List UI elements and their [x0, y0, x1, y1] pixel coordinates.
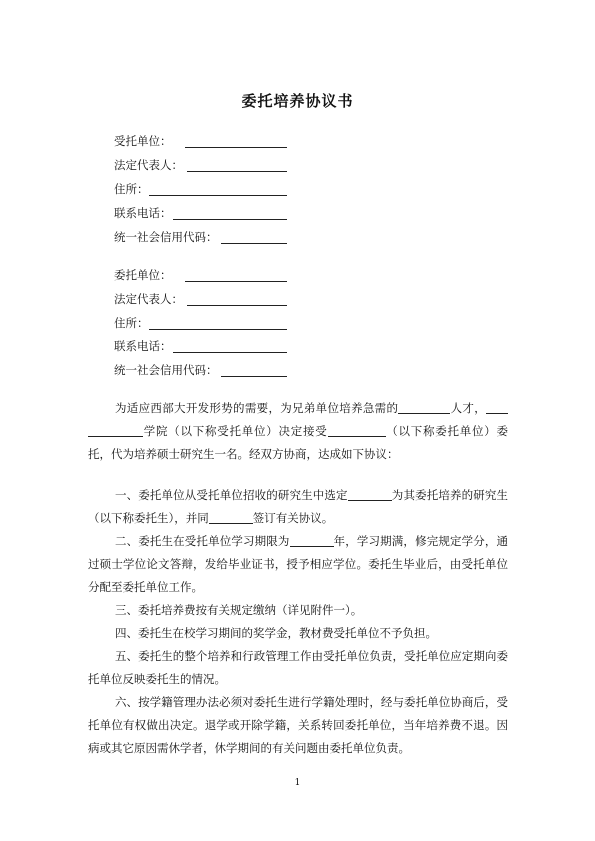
party-a-phone-blank[interactable] [173, 219, 287, 220]
agreement-party-blank[interactable] [209, 509, 253, 524]
clause-5: 五、委托生的整个培养和行政管理工作由受托单位负责，受托单位应定期向委托单位反映委托生的情况。 [88, 649, 508, 686]
clause-1-text-1: 一、委托单位从受托单位招收的研究生中选定 [115, 488, 348, 502]
party-a-address-blank[interactable] [149, 195, 287, 196]
party-b-credit-label: 统一社会信用代码： [114, 363, 218, 377]
selected-student-blank[interactable] [348, 486, 392, 501]
clause-6: 六、按学籍管理办法必须对委托生进行学籍处理时，经与委托单位协商后，受托单位有权做出决定。退学或开除学籍，关系转回委托单位，当年培养费不退。因病或其它原因需休学者，休学期间的有关问题由委托单位负责。 [88, 695, 508, 755]
party-a-unit-blank[interactable] [185, 147, 287, 148]
clause-4: 四、委托生在校学习期间的奖学金，教材费受托单位不予负担。 [115, 626, 437, 640]
clause-3: 三、委托培养费按有关规定缴纳（详见附件一）。 [115, 603, 363, 617]
study-years-blank[interactable] [290, 532, 334, 547]
clause-1-text-2: 为其委托培养的研究生（以下称委托生），并同 [88, 488, 509, 525]
intro-text-1: 为适应西部大开发形势的需要，为兄弟单位培养急需的 [115, 401, 399, 415]
party-a-credit-label: 统一社会信用代码： [114, 230, 218, 244]
party-a-rep-label: 法定代表人： [114, 158, 183, 172]
document-title: 委托培养协议书 [241, 92, 354, 110]
party-b-rep-label: 法定代表人： [114, 292, 183, 306]
party-b-rep-blank[interactable] [187, 305, 287, 306]
party-a-unit-label: 受托单位： [114, 134, 172, 148]
intro-paragraph [88, 397, 508, 466]
party-a-phone-field [114, 204, 172, 222]
party-b-phone-field [114, 337, 172, 355]
party-b-credit-blank[interactable] [221, 376, 287, 377]
clause-1-text-3: 签订有关协议。 [252, 511, 334, 525]
party-a-unit-field [114, 132, 172, 150]
party-a-credit-blank[interactable] [221, 243, 287, 244]
party-b-unit-label: 委托单位： [114, 268, 172, 282]
page-number: 1 [294, 778, 301, 788]
talent-type-blank[interactable] [398, 399, 450, 414]
party-b-unit-field [114, 266, 172, 284]
intro-text-3: 学院（以下称受托单位）决定接受 [143, 424, 328, 438]
party-a-address-label: 住所： [114, 182, 149, 196]
party-b-rep-field [114, 290, 183, 308]
party-b-phone-label: 联系电话： [114, 339, 172, 353]
party-b-credit-field [114, 361, 218, 379]
party-b-address-blank[interactable] [149, 329, 287, 330]
intro-text-4: （以下称委托单位）委托，代为培养硕士研究生一名。经双方协商，达成如下协议： [88, 424, 508, 461]
intro-text-2: 人才， [450, 401, 487, 415]
clause-1 [88, 484, 508, 530]
clause-2-text-2: 年，学习期满，修完规定学分，通过硕士学位论文答辩，发给毕业证书，授予相应学位。委托生毕业后，由受托单位分配至委托单位工作。 [88, 534, 508, 594]
college-name-blank[interactable] [88, 422, 143, 437]
clause-2 [88, 530, 508, 599]
party-a-rep-blank[interactable] [187, 171, 287, 172]
party-a-phone-label: 联系电话： [114, 206, 172, 220]
party-b-unit-blank[interactable] [185, 281, 287, 282]
party-a-credit-field [114, 228, 218, 246]
entrusting-unit-blank[interactable] [328, 422, 386, 437]
party-b-phone-blank[interactable] [173, 352, 287, 353]
college-name-blank-start[interactable] [486, 399, 508, 414]
clause-2-text-1: 二、委托生在受托单位学习期限为 [115, 534, 290, 548]
party-a-rep-field [114, 156, 183, 174]
party-b-address-field [114, 314, 149, 332]
party-a-address-field [114, 180, 149, 198]
party-b-address-label: 住所： [114, 316, 149, 330]
